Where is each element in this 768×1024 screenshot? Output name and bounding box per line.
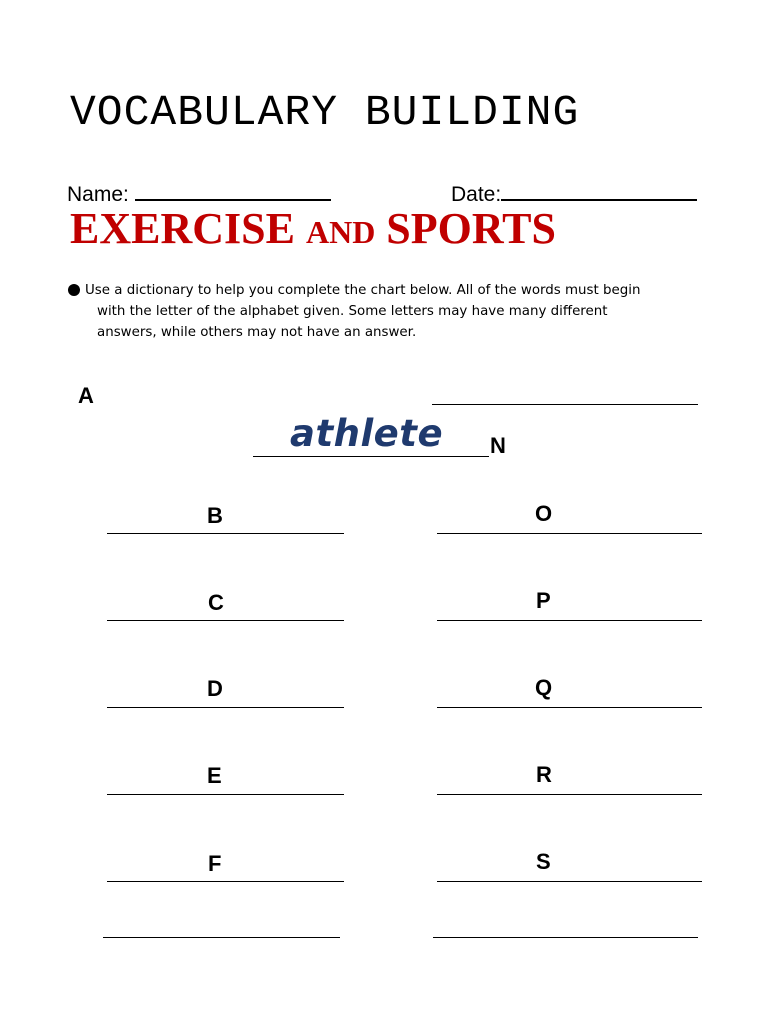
answer-line-extra-left[interactable]	[103, 937, 340, 938]
name-blank[interactable]	[135, 181, 331, 201]
subtitle-exercise: EXERCISE	[70, 204, 295, 253]
answer-line-r[interactable]	[437, 794, 702, 795]
answer-line-n[interactable]	[253, 456, 489, 457]
answer-line-e[interactable]	[107, 794, 344, 795]
letter-d: D	[207, 676, 223, 701]
worksheet-subtitle	[70, 203, 556, 254]
subtitle-sports: SPORTS	[386, 204, 556, 253]
worksheet-title: VOCABULARY BUILDING	[70, 88, 580, 137]
answer-line-p[interactable]	[437, 620, 702, 621]
letter-r: R	[536, 762, 552, 787]
answer-line-d[interactable]	[107, 707, 344, 708]
name-label: Name:	[67, 183, 129, 206]
bullet-icon	[68, 284, 80, 296]
answer-line-c[interactable]	[107, 620, 344, 621]
answer-line-o[interactable]	[437, 533, 702, 534]
answer-line-s[interactable]	[437, 881, 702, 882]
answer-line-extra-right[interactable]	[433, 937, 698, 938]
letter-s: S	[536, 849, 551, 874]
letter-a: A	[78, 383, 94, 408]
answer-line-f[interactable]	[107, 881, 344, 882]
letter-n: N	[490, 433, 506, 458]
date-label: Date:	[451, 183, 502, 206]
example-answer: athlete	[290, 412, 444, 455]
instructions-line-2: with the letter of the alphabet given. Some letters may have many different	[97, 304, 608, 319]
instructions-line-1: Use a dictionary to help you complete the chart below. All of the words must begin	[85, 283, 641, 298]
instructions	[85, 280, 715, 343]
answer-line-a[interactable]	[432, 404, 698, 405]
letter-p: P	[536, 588, 551, 613]
letter-b: B	[207, 503, 223, 528]
date-blank[interactable]	[501, 181, 697, 201]
subtitle-and: AND	[305, 214, 376, 250]
letter-o: O	[535, 501, 553, 526]
letter-c: C	[208, 590, 224, 615]
letter-f: F	[208, 851, 222, 876]
letter-q: Q	[535, 675, 553, 700]
answer-line-b[interactable]	[107, 533, 344, 534]
instructions-line-3: answers, while others may not have an answer.	[97, 325, 417, 340]
letter-e: E	[207, 763, 222, 788]
answer-line-q[interactable]	[437, 707, 702, 708]
